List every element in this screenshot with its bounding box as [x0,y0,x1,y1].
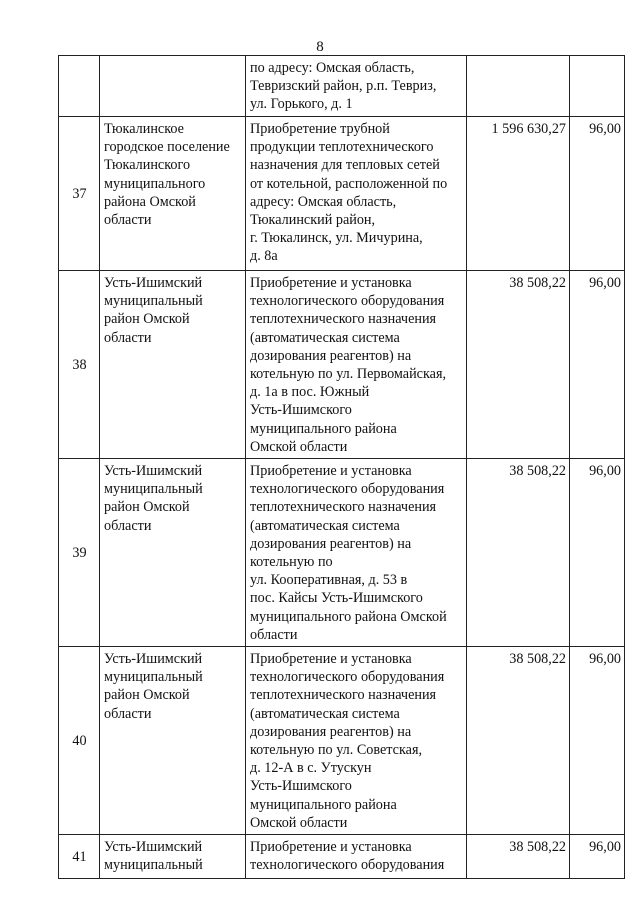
object-description-cell: Приобретение и установка технологического оборудования [246,835,467,879]
amount-cell: 38 508,22 [467,271,570,459]
table-row [59,117,625,271]
amount-cell: 38 508,22 [467,459,570,647]
percent-cell: 96,00 [570,271,625,459]
municipality-cell: Тюкалинское городское поселение Тюкалинского муниципального района Омской области [100,117,246,271]
percent-cell: 96,00 [570,647,625,835]
row-number-cell: 40 [59,647,100,835]
table-row [59,271,625,459]
percent-cell [570,56,625,117]
municipality-cell: Усть-Ишимский муниципальный район Омской области [100,459,246,647]
amount-cell: 38 508,22 [467,647,570,835]
percent-cell: 96,00 [570,459,625,647]
row-number-cell: 39 [59,459,100,647]
row-number-cell: 38 [59,271,100,459]
municipality-cell: Усть-Ишимский муниципальный район Омской области [100,271,246,459]
table-row [59,647,625,835]
object-description-cell: Приобретение и установка технологического оборудования теплотехнического назначения (автоматическая система дозирования реагентов) на котельную по ул. Кооперативная, д. 53 в пос. Кайсы Усть-Ишимского муниципального района Омской области [246,459,467,647]
percent-cell: 96,00 [570,117,625,271]
object-description-cell: по адресу: Омская область, Тевризский район, р.п. Тевриз, ул. Горького, д. 1 [246,56,467,117]
table-row [59,835,625,879]
subsidy-table [58,55,625,879]
percent-cell: 96,00 [570,835,625,879]
municipality-cell: Усть-Ишимский муниципальный [100,835,246,879]
row-number-cell: 37 [59,117,100,271]
amount-cell [467,56,570,117]
table-row [59,459,625,647]
object-description-cell: Приобретение и установка технологического оборудования теплотехнического назначения (автоматическая система дозирования реагентов) на котельную по ул. Советская, д. 12-А в с. Утускун Усть-Ишимского муниципального района Омской области [246,647,467,835]
object-description-cell: Приобретение и установка технологического оборудования теплотехнического назначения (автоматическая система дозирования реагентов) на котельную по ул. Первомайская, д. 1а в пос. Южный Усть-Ишимского муниципального района Омской области [246,271,467,459]
object-description-cell: Приобретение трубной продукции теплотехнического назначения для тепловых сетей от котельной, расположенной по адресу: Омская область, Тюкалинский район, г. Тюкалинск, ул. Мичурина, д. 8а [246,117,467,271]
page-number: 8 [316,39,324,55]
amount-cell: 38 508,22 [467,835,570,879]
municipality-cell [100,56,246,117]
row-number-cell: 41 [59,835,100,879]
row-number-cell [59,56,100,117]
municipality-cell: Усть-Ишимский муниципальный район Омской области [100,647,246,835]
amount-cell: 1 596 630,27 [467,117,570,271]
table-row [59,56,625,117]
